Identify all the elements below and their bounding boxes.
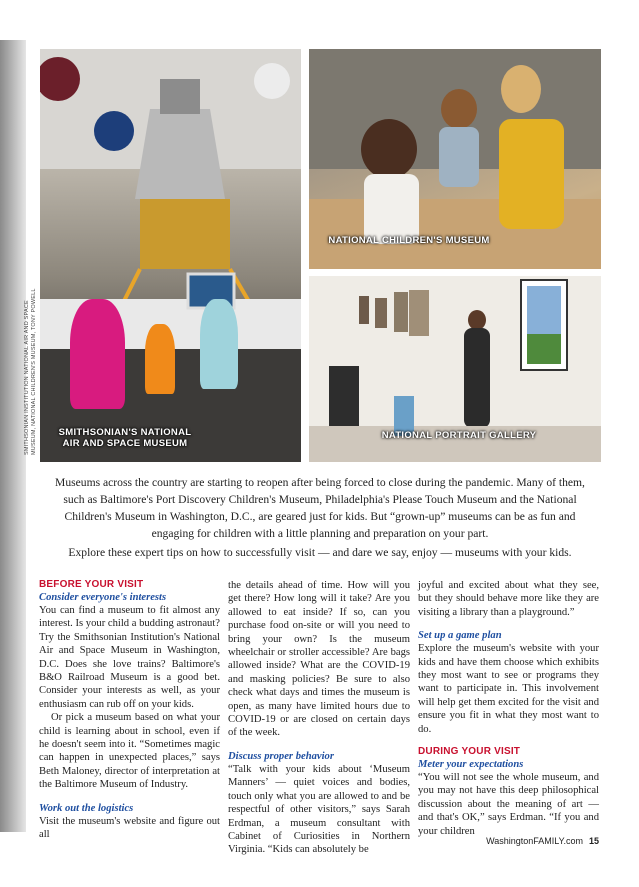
expectations-paragraph: “You will not see the whole museum, and you may not have this deep philosophical discussion about the meaning of art — and that's OK,” says Erdman. “If you and your children xyxy=(418,772,599,837)
game-plan-paragraph: Explore the museum's website with your kids and have them choose which exhibits they most want to see or programs they want to participate in. This involvement will help get them excited for the visit and ensure you fit in what they most want to do. xyxy=(418,643,599,735)
consider-interests-subheading: Consider everyone's interests xyxy=(39,592,167,603)
logistics-continued: the details ahead of time. How will you get there? How long will it take? Are you allowed to eat inside? If so, can you purchase food on-site or will you need to bring your own? Is the museum wheelchair or stroller accessible? Are bags allowed inside? What are the COVID-19 and masking policies? Be sure to also check what days and times the museum is open, as many have limited hours due to COVID-19 or are closed on certain days of the week. xyxy=(228,580,410,739)
childrens-museum-caption: NATIONAL CHILDREN'S MUSEUM xyxy=(328,235,490,246)
childrens-museum-photo xyxy=(309,49,601,269)
portrait-gallery-photo xyxy=(309,276,601,462)
child-floral-dress xyxy=(200,299,238,389)
column-1 xyxy=(39,579,220,842)
behavior-subheading: Discuss proper behavior xyxy=(228,750,334,762)
behavior-paragraph: “Talk with your kids about ‘Museum Manners’ — quiet voices and bodies, touch only what you are allowed to and be respectful of other visitors,” says Sarah Erdman, a museum consultant with Cabinet of Curiosities in Northern Virginia. “Kids can absolutely be xyxy=(228,763,410,856)
explore-line: Explore these expert tips on how to successfully visit — and dare we say, enjoy — museums with your kids. xyxy=(68,546,572,559)
portrait-gallery-caption: NATIONAL PORTRAIT GALLERY xyxy=(381,430,537,441)
intro-paragraph: Museums across the country are starting to reopen after being forced to close during the pandemic. Many of them, such as Baltimore's Port Discovery Children's Museum, Philadelphia's Please Touch Museum and the National Children's Museum in Washington, D.C., are geared just for kids. But “grown-up” museums can be as fun and engaging for children with a little planning and preparation on your part. xyxy=(55,476,585,540)
top-margin xyxy=(0,0,639,38)
game-plan-subheading: Set up a game plan xyxy=(418,630,502,642)
before-visit-heading: BEFORE YOUR VISIT xyxy=(39,579,144,590)
column-2 xyxy=(228,579,410,857)
page-footer xyxy=(486,836,599,846)
logistics-subheading: Work out the logistics xyxy=(39,802,134,814)
air-space-museum-photo xyxy=(40,49,301,462)
page-number: 15 xyxy=(588,836,599,846)
photo-credit: SMITHSONIAN INSTITUTION NATIONAL AIR AND SPACE MUSEUM, NATIONAL CHILDREN'S MUSEUM, TONY POWELL xyxy=(24,288,37,455)
during-visit-heading: DURING YOUR VISIT xyxy=(418,746,521,758)
logistics-paragraph: Visit the museum's website and figure out all xyxy=(39,815,220,841)
school-paragraph: Or pick a museum based on what your child is learning about in school, even if he doesn't seem into it. “Sometimes magic can happen in unexpected places,” says Beth Maloney, director of interpretation at the Baltimore Museum of Industry. xyxy=(39,712,220,791)
footer-site: WashingtonFAMILY.com xyxy=(486,836,583,846)
child-with-pink-backpack xyxy=(70,299,125,409)
behavior-continued: joyful and excited about what they see, but they should behave more like they are visiting a library than a playground.” xyxy=(418,580,599,618)
page-gutter-shadow xyxy=(0,40,26,832)
child-orange-shirt xyxy=(145,324,175,394)
column-3 xyxy=(418,579,599,838)
air-space-caption: SMITHSONIAN'S NATIONAL AIR AND SPACE MUSEUM xyxy=(58,427,192,449)
expectations-subheading: Meter your expectations xyxy=(418,759,524,771)
interests-paragraph: You can find a museum to fit almost any interest. Is your child a budding astronaut? Try the Smithsonian Institution's National Air and Space Museum in Washington, D.C. Does she love trains? Baltimore's B&O Railroad Museum is a good bet. Consider your interests as well, as your enthusiasm can rub off on your kids. xyxy=(39,605,220,710)
